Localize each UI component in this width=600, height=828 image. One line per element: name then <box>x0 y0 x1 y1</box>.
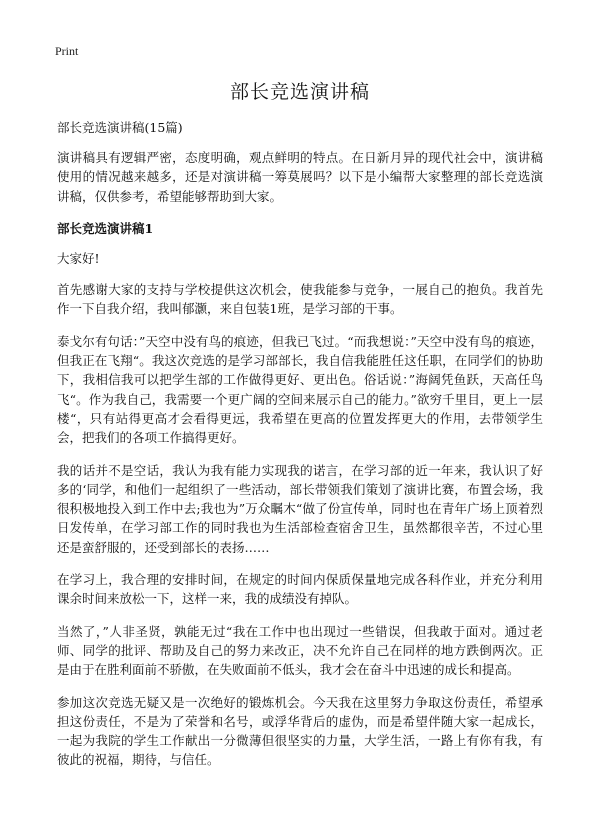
body-paragraph-1: 首先感谢大家的支持与学校提供这次机会，使我能参与竞争，一展自己的抱负。我首先作一下自我介绍，我叫郁灏，来自包装1班，是学习部的干事。 <box>57 282 543 317</box>
document-subtitle: 部长竞选演讲稿(15篇) <box>57 120 183 135</box>
page-title: 部长竞选演讲稿 <box>229 81 370 103</box>
greeting: 大家好! <box>57 250 100 266</box>
body-paragraph-3: 我的话并不是空话，我认为我有能力实现我的诺言，在学习部的近一年来，我认识了好多的‘同学，和他们一起组织了一些活动，部长带领我们策划了演讲比赛，布置会场，我很积极地投入到工作中去;我也为”万众瞩木“做了份宣传单，同时也在青年广场上顶着烈日发传单，在学习部工作的同时我也为生活部检查宿舍卫生，虽然都很辛苦，不过心里还是蛮舒服的，还受到部长的表扬…… <box>57 462 543 555</box>
body-paragraph-5: 当然了，”人非圣贤，孰能无过“我在工作中也出现过一些错误，但我敢于面对。通过老师、同学的批评、帮助及自己的努力来改正，决不允许自己在同样的地方跌倒两次。正是由于在胜利面前不骄傲，在失败面前不低头，我才会在奋斗中迅速的成长和提高。 <box>57 623 543 678</box>
body-paragraph-4: 在学习上，我合理的安排时间，在规定的时间内保质保量地完成各科作业，并充分利用课余时间来放松一下，这样一来，我的成绩没有掉队。 <box>57 572 543 607</box>
body-paragraph-6: 参加这次竞选无疑又是一次绝好的锻炼机会。今天我在这里努力争取这份责任，希望承担这份责任，不是为了荣誉和名号，或浮华背后的虚伪，而是希望伴随大家一起成长，一起为我院的学生工作献出一分微薄但很坚实的力量，大学生活，一路上有你有我，有彼此的祝福，期待，与信任。 <box>57 694 543 768</box>
body-paragraph-2: 泰戈尔有句话：”天空中没有鸟的痕迹，但我已飞过。“而我想说：”天空中没有鸟的痕迹，但我正在飞翔“。我这次竞选的是学习部部长，我自信我能胜任这任职，在同学们的协助下，我相信我可以把学生部的工作做得更好、更出色。俗话说：”海阔凭鱼跃，天高任鸟飞“。作为我自己，我需要一个更广阔的空间来展示自己的能力。”欲穷千里目，更上一层楼“，只有站得更高才会看得更远，我希望在更高的位置发挥更大的作用，去带领学生会，把我们的各项工作搞得更好。 <box>57 333 543 446</box>
print-link[interactable]: Print <box>55 44 79 58</box>
intro-paragraph: 演讲稿具有逻辑严密，态度明确，观点鲜明的特点。在日新月异的现代社会中，演讲稿使用的情况越来越多，还是对演讲稿一筹莫展吗？以下是小编帮大家整理的部长竞选演讲稿，仅供参考，希望能够帮助到大家。 <box>57 150 543 204</box>
section-heading: 部长竞选演讲稿1 <box>57 220 154 236</box>
